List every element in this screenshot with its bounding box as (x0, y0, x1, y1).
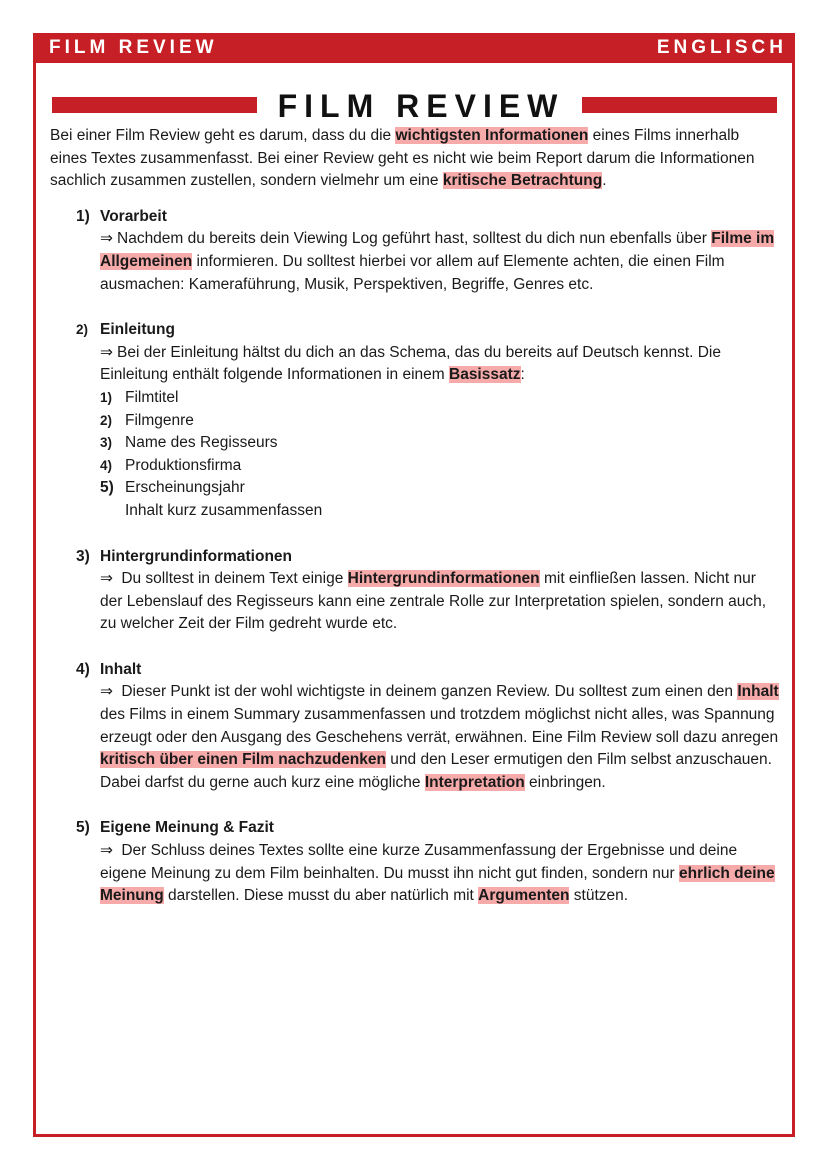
section-vorarbeit (50, 206, 780, 296)
body-text: informieren. Du solltest hierbei vor allem auf Elemente achten, die einen Film ausmachen: Kameraführung, Musik, Perspektiven, Begriffe, Genres etc. (100, 252, 725, 293)
section-title: Hintergrundinformationen (100, 547, 293, 565)
list-text: Filmtitel (125, 388, 179, 406)
section-einleitung (50, 319, 780, 522)
list-item (100, 387, 780, 410)
list-number: 4) (100, 457, 113, 473)
section-title: Eigene Meinung & Fazit (100, 819, 274, 837)
page-title: FILM REVIEW (277, 88, 565, 124)
section-number: 5) (76, 819, 90, 837)
section-text (100, 568, 780, 636)
list-number: 5) (100, 479, 114, 497)
header-right-label: ENGLISCH (656, 37, 787, 58)
highlight: ehrlich deine Meinung (100, 864, 775, 905)
intro-paragraph (50, 125, 780, 193)
body-text: Nachdem du bereits dein Viewing Log geführt hast, solltest du dich nun ebenfalls über (117, 230, 712, 248)
intro-text: Bei einer Film Review geht es darum, dass du die (50, 127, 396, 144)
highlight: Filme im Allgemeinen (100, 230, 775, 270)
body-text: stützen. (569, 887, 629, 905)
arrow-icon: ⇒ (100, 842, 113, 860)
highlight: Basissatz (449, 366, 521, 384)
intro-text: eines Films innerhalb eines Textes zusammenfasst. Bei einer Review geht es nicht wie beim Report darum die Informationen sachlich zusammen zustellen, sondern vielmehr um eine (50, 127, 755, 190)
list-number: 2) (100, 412, 113, 428)
section-text (100, 681, 780, 794)
highlight: wichtigsten Informationen (395, 127, 589, 144)
list-extra-text: Inhalt kurz zusammenfassen (125, 501, 323, 519)
section-number: 1) (76, 207, 90, 225)
list-number: 3) (100, 435, 113, 451)
header-left-label: FILM REVIEW (49, 37, 218, 58)
body-text: und den Leser ermutigen den Film selbst anzuschauen. Dabei darfst du gerne auch kurz eine mögliche (100, 751, 772, 791)
body-text: Bei der Einleitung hältst du dich an das Schema, das du bereits auf Deutsch kennst. Die Einleitung enthält folgende Informationen in einem (100, 343, 721, 384)
list-item (100, 455, 780, 478)
section-number: 3) (76, 547, 90, 565)
arrow-icon: ⇒ (100, 683, 113, 701)
highlight: Inhalt (737, 683, 779, 701)
section-text (100, 840, 780, 908)
arrow-icon: ⇒ (100, 570, 113, 588)
highlight: kritisch über einen Film nachzudenken (100, 751, 386, 769)
body-text: Du solltest in deinem Text einige (121, 570, 348, 588)
body-text: Der Schluss deines Textes sollte eine kurze Zusammenfassung der Ergebnisse und deine eigene Meinung zu dem Film beinhalten. Du musst ihn nicht gut finden, sondern nur (100, 842, 738, 882)
body-text: : (520, 366, 525, 384)
section-text (100, 342, 780, 387)
list-item (100, 477, 780, 500)
section-inhalt (50, 659, 780, 795)
body-text: einbringen. (524, 773, 606, 791)
section-text (100, 228, 780, 296)
highlight: Argumenten (478, 887, 570, 905)
section-number: 2) (76, 322, 89, 338)
list-text: Produktionsfirma (125, 456, 242, 474)
section-hintergrund (50, 546, 780, 636)
list-number: 1) (100, 389, 113, 405)
body-text: mit einfließen lassen. Nicht nur der Lebenslauf des Regisseurs kann eine zentrale Rolle zur Interpretation spielen, sondern auch, zu welcher Zeit der Film gedreht wurde etc. (100, 570, 767, 633)
header-bar (33, 33, 795, 63)
document-body (50, 125, 780, 931)
section-title: Vorarbeit (100, 207, 167, 225)
body-text: Dieser Punkt ist der wohl wichtigste in deinem ganzen Review. Du solltest zum einen den (121, 683, 738, 701)
highlight: Hintergrundinformationen (347, 570, 540, 588)
arrow-icon: ⇒ (100, 230, 113, 248)
section-number: 4) (76, 660, 90, 678)
section-title: Einleitung (100, 321, 175, 339)
basissatz-list (100, 387, 780, 500)
title-bar-left (52, 97, 257, 113)
list-item (100, 432, 780, 455)
highlight: kritische Betrachtung (442, 172, 603, 190)
section-meinung-fazit (50, 817, 780, 907)
list-text: Filmgenre (125, 411, 194, 429)
highlight: Interpretation (424, 773, 525, 791)
list-text: Erscheinungsjahr (125, 479, 245, 497)
body-text: darstellen. Diese musst du aber natürlich mit (163, 887, 479, 905)
title-bar-right (582, 97, 777, 113)
title-row (52, 88, 777, 124)
list-text: Name des Regisseurs (125, 434, 278, 452)
intro-text: . (602, 172, 607, 190)
arrow-icon: ⇒ (100, 343, 113, 361)
body-text: des Films in einem Summary zusammenfassen und trotzdem möglichst nicht alles, was Spannung erzeugt oder den Ausgang des Geschehens verrät, erwähnen. Eine Film Review soll dazu anregen (100, 706, 779, 746)
section-title: Inhalt (100, 660, 142, 678)
list-item (100, 410, 780, 433)
